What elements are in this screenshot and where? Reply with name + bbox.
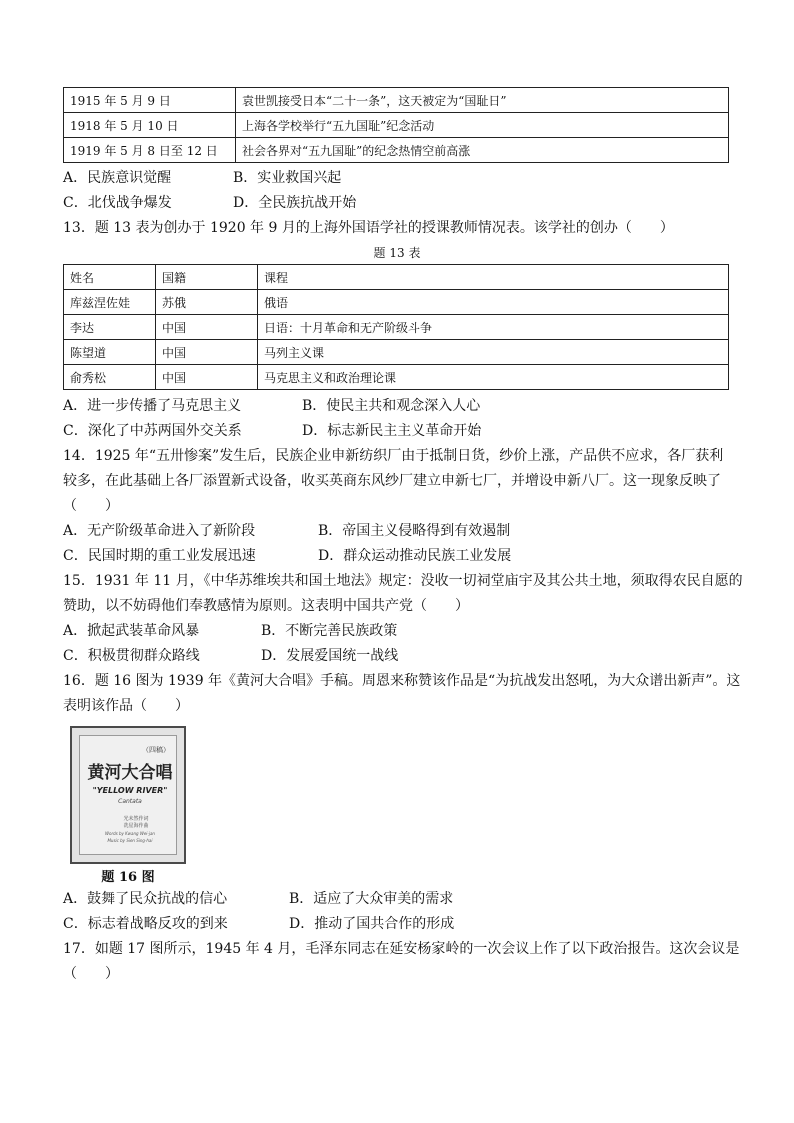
q14-stem-line-1: 14．1925 年“五卅惨案”发生后，民族企业申新纺织厂由于抵制日货，纱价上涨，产品供不应求，各厂获利 (63, 448, 724, 464)
manuscript-english-title: "YELLOW RIVER" (92, 786, 168, 795)
q16-stem-line-2: 表明该作品（ ） (63, 698, 189, 714)
table-cell: 中国 (156, 340, 258, 365)
table-header: 课程 (258, 265, 729, 290)
q15-option-a: A．掀起武装革命风暴 (63, 623, 200, 639)
q16-option-d: D．推动了国共合作的形成 (289, 916, 455, 932)
teacher-table (63, 264, 729, 390)
table-row (64, 315, 729, 340)
q15-option-b: B．不断完善民族政策 (261, 623, 398, 639)
table-cell: 社会各界对“五九国耻”的纪念热情空前高涨 (236, 138, 729, 163)
q15-stem-line-1: 15．1931 年 11 月，《中华苏维埃共和国土地法》规定：没收一切祠堂庙宇及其公共土地，须取得农民自愿的 (63, 573, 743, 589)
q12-option-d: D．全民族抗战开始 (233, 195, 357, 211)
table-cell: 日语：十月革命和无产阶级斗争 (258, 315, 729, 340)
manuscript-cantata: Cantata (118, 798, 142, 805)
table-cell: 上海各学校举行“五九国耻”纪念活动 (236, 113, 729, 138)
table-header-row (64, 265, 729, 290)
q15-option-c: C．积极贯彻群众路线 (63, 648, 200, 664)
table-cell: 俞秀松 (64, 365, 156, 390)
q13-option-d: D．标志新民主主义革命开始 (302, 423, 482, 439)
table-cell: 陈望道 (64, 340, 156, 365)
table-cell: 1918 年 5 月 10 日 (64, 113, 236, 138)
manuscript-cover-svg (80, 736, 180, 858)
q13-option-a: A．进一步传播了马克思主义 (63, 398, 242, 414)
q17-stem-line-2: （ ） (63, 966, 119, 982)
q13-option-b: B．使民主共和观念深入人心 (302, 398, 481, 414)
q14-stem-line-2: 较多，在此基础上各厂添置新式设备，收买英商东风纱厂建立申新七厂，并增设申新八厂。这一现象反映了 (63, 473, 721, 489)
table-cell: 库兹涅佐娃 (64, 290, 156, 315)
table-cell: 1915 年 5 月 9 日 (64, 88, 236, 113)
table-header: 国籍 (156, 265, 258, 290)
q16-option-b: B．适应了大众审美的需求 (289, 891, 454, 907)
q15-option-d: D．发展爱国统一战线 (261, 648, 399, 664)
table-row (64, 138, 729, 163)
q12-option-c: C．北伐战争爆发 (63, 195, 172, 211)
q16-option-a: A．鼓舞了民众抗战的信心 (63, 891, 228, 907)
table-row (64, 290, 729, 315)
q14-option-d: D．群众运动推动民族工业发展 (318, 548, 512, 564)
manuscript-title: 黄河大合唱 (87, 763, 173, 783)
table-cell: 马列主义课 (258, 340, 729, 365)
table-row (64, 113, 729, 138)
manuscript-small-text: 冼星海作曲 (123, 823, 149, 829)
table-cell: 1919 年 5 月 8 日至 12 日 (64, 138, 236, 163)
table-cell: 袁世凯接受日本“二十一条”，这天被定为“国耻日” (236, 88, 729, 113)
q16-stem-line-1: 16．题 16 图为 1939 年《黄河大合唱》手稿。周恩来称赞该作品是“为抗战发出怒吼，为大众谱出新声”。这 (63, 673, 741, 689)
q12-option-a: A．民族意识觉醒 (63, 170, 172, 186)
q13-stem: 13．题 13 表为创办于 1920 年 9 月的上海外国语学社的授课教师情况表。该学社的创办（ ） (63, 220, 674, 236)
table-cell: 中国 (156, 365, 258, 390)
figure-label: 题 16 图 (101, 870, 155, 885)
q12-option-b: B．实业救国兴起 (233, 170, 342, 186)
q17-stem-line-1: 17．如题 17 图所示，1945 年 4 月，毛泽东同志在延安杨家岭的一次会议上作了以下政治报告。这次会议是 (63, 941, 740, 957)
table-cell: 苏俄 (156, 290, 258, 315)
manuscript-small-text: Words by Kwang Wei-jan (105, 831, 155, 836)
table-header: 姓名 (64, 265, 156, 290)
table-cell: 李达 (64, 315, 156, 340)
table-row (64, 340, 729, 365)
q13-table-caption: 题 13 表 (373, 246, 421, 260)
events-table (63, 87, 729, 163)
table-cell: 中国 (156, 315, 258, 340)
table-cell: 马克思主义和政治理论课 (258, 365, 729, 390)
q16-option-c: C．标志着战略反攻的到来 (63, 916, 228, 932)
manuscript-small-text: Music by Sien Sing-hai (107, 838, 153, 843)
q14-option-c: C．民国时期的重工业发展迅速 (63, 548, 256, 564)
manuscript-top-text: （四稿） (142, 746, 170, 754)
q13-option-c: C．深化了中苏两国外交关系 (63, 423, 242, 439)
table-row (64, 365, 729, 390)
table-cell: 俄语 (258, 290, 729, 315)
q14-option-b: B．帝国主义侵略得到有效遏制 (318, 523, 511, 539)
yellow-river-manuscript-image (70, 726, 186, 864)
q14-stem-line-3: （ ） (63, 498, 119, 514)
q14-option-a: A．无产阶级革命进入了新阶段 (63, 523, 256, 539)
q15-stem-line-2: 赞助，以不妨碍他们奉教感情为原则。这表明中国共产党（ ） (63, 598, 469, 614)
table-row (64, 88, 729, 113)
manuscript-small-text: 光未然作词 (123, 816, 149, 822)
